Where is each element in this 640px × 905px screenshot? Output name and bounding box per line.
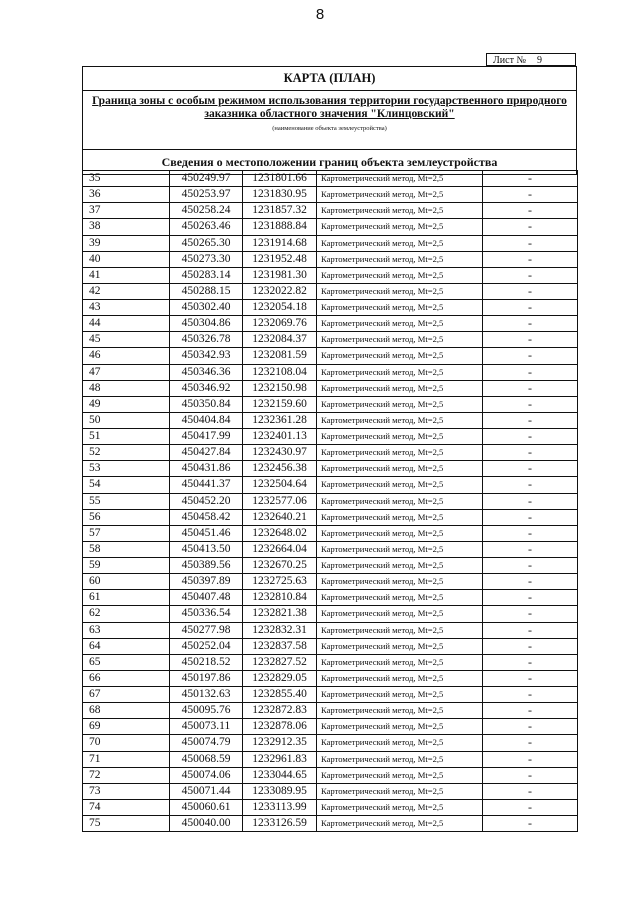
coord-x: 450326.78 bbox=[170, 332, 243, 348]
error-cell: - bbox=[483, 525, 578, 541]
coord-y: 1232664.04 bbox=[243, 541, 317, 557]
table-row bbox=[83, 767, 578, 783]
error-cell: - bbox=[483, 783, 578, 799]
table-row bbox=[83, 735, 578, 751]
error-cell: - bbox=[483, 799, 578, 815]
point-number: 44 bbox=[83, 316, 170, 332]
error-cell: - bbox=[483, 380, 578, 396]
table-row bbox=[83, 751, 578, 767]
error-cell: - bbox=[483, 703, 578, 719]
coord-y: 1232829.05 bbox=[243, 670, 317, 686]
method-cell: Картометрический метод, Mt=2,5 bbox=[317, 235, 483, 251]
table-row bbox=[83, 461, 578, 477]
method-cell: Картометрический метод, Mt=2,5 bbox=[317, 300, 483, 316]
method-cell: Картометрический метод, Mt=2,5 bbox=[317, 558, 483, 574]
error-cell: - bbox=[483, 670, 578, 686]
method-cell: Картометрический метод, Mt=2,5 bbox=[317, 574, 483, 590]
coord-y: 1232054.18 bbox=[243, 300, 317, 316]
method-cell: Картометрический метод, Mt=2,5 bbox=[317, 670, 483, 686]
error-cell: - bbox=[483, 332, 578, 348]
coord-x: 450197.86 bbox=[170, 670, 243, 686]
table-row bbox=[83, 332, 578, 348]
table-row bbox=[83, 412, 578, 428]
error-cell: - bbox=[483, 687, 578, 703]
coord-y: 1232810.84 bbox=[243, 590, 317, 606]
coord-x: 450452.20 bbox=[170, 493, 243, 509]
table-row bbox=[83, 525, 578, 541]
point-number: 48 bbox=[83, 380, 170, 396]
error-cell: - bbox=[483, 509, 578, 525]
point-number: 51 bbox=[83, 429, 170, 445]
error-cell: - bbox=[483, 348, 578, 364]
error-cell: - bbox=[483, 461, 578, 477]
method-cell: Картометрический метод, Mt=2,5 bbox=[317, 509, 483, 525]
coord-x: 450407.48 bbox=[170, 590, 243, 606]
coord-x: 450252.04 bbox=[170, 638, 243, 654]
method-cell: Картометрический метод, Mt=2,5 bbox=[317, 267, 483, 283]
table-row bbox=[83, 187, 578, 203]
table-row bbox=[83, 380, 578, 396]
point-number: 39 bbox=[83, 235, 170, 251]
method-cell: Картометрический метод, Mt=2,5 bbox=[317, 751, 483, 767]
error-cell: - bbox=[483, 316, 578, 332]
table-row bbox=[83, 445, 578, 461]
point-number: 73 bbox=[83, 783, 170, 799]
error-cell: - bbox=[483, 638, 578, 654]
method-cell: Картометрический метод, Mt=2,5 bbox=[317, 445, 483, 461]
error-cell: - bbox=[483, 283, 578, 299]
error-cell: - bbox=[483, 816, 578, 832]
point-number: 63 bbox=[83, 622, 170, 638]
method-cell: Картометрический метод, Mt=2,5 bbox=[317, 799, 483, 815]
coord-y: 1232577.06 bbox=[243, 493, 317, 509]
coord-x: 450249.97 bbox=[170, 171, 243, 187]
point-number: 36 bbox=[83, 187, 170, 203]
coord-x: 450304.86 bbox=[170, 316, 243, 332]
error-cell: - bbox=[483, 477, 578, 493]
coord-x: 450302.40 bbox=[170, 300, 243, 316]
table-row bbox=[83, 477, 578, 493]
coord-y: 1232837.58 bbox=[243, 638, 317, 654]
method-cell: Картометрический метод, Mt=2,5 bbox=[317, 606, 483, 622]
error-cell: - bbox=[483, 412, 578, 428]
coord-x: 450218.52 bbox=[170, 654, 243, 670]
coord-y: 1232648.02 bbox=[243, 525, 317, 541]
coord-y: 1232150.98 bbox=[243, 380, 317, 396]
method-cell: Картометрический метод, Mt=2,5 bbox=[317, 654, 483, 670]
table-row bbox=[83, 493, 578, 509]
point-number: 47 bbox=[83, 364, 170, 380]
table-row bbox=[83, 364, 578, 380]
error-cell: - bbox=[483, 590, 578, 606]
section-title: Сведения о местоположении границ объекта землеустройства bbox=[83, 150, 576, 175]
table-row bbox=[83, 396, 578, 412]
coord-y: 1232878.06 bbox=[243, 719, 317, 735]
point-number: 40 bbox=[83, 251, 170, 267]
table-row bbox=[83, 429, 578, 445]
error-cell: - bbox=[483, 219, 578, 235]
coord-y: 1231801.66 bbox=[243, 171, 317, 187]
point-number: 60 bbox=[83, 574, 170, 590]
error-cell: - bbox=[483, 735, 578, 751]
point-number: 64 bbox=[83, 638, 170, 654]
table-row bbox=[83, 590, 578, 606]
coord-y: 1232081.59 bbox=[243, 348, 317, 364]
error-cell: - bbox=[483, 558, 578, 574]
coord-x: 450073.11 bbox=[170, 719, 243, 735]
coord-x: 450283.14 bbox=[170, 267, 243, 283]
coord-y: 1232401.13 bbox=[243, 429, 317, 445]
table-row bbox=[83, 799, 578, 815]
point-number: 68 bbox=[83, 703, 170, 719]
coord-x: 450404.84 bbox=[170, 412, 243, 428]
coord-x: 450342.93 bbox=[170, 348, 243, 364]
coord-y: 1232872.83 bbox=[243, 703, 317, 719]
table-row bbox=[83, 509, 578, 525]
coord-y: 1232961.83 bbox=[243, 751, 317, 767]
point-number: 52 bbox=[83, 445, 170, 461]
coord-x: 450288.15 bbox=[170, 283, 243, 299]
table-row bbox=[83, 719, 578, 735]
method-cell: Картометрический метод, Mt=2,5 bbox=[317, 638, 483, 654]
method-cell: Картометрический метод, Mt=2,5 bbox=[317, 525, 483, 541]
coord-y: 1232827.52 bbox=[243, 654, 317, 670]
coord-x: 450253.97 bbox=[170, 187, 243, 203]
coord-y: 1232821.38 bbox=[243, 606, 317, 622]
error-cell: - bbox=[483, 203, 578, 219]
coord-y: 1232022.82 bbox=[243, 283, 317, 299]
coord-y: 1232504.64 bbox=[243, 477, 317, 493]
point-number: 65 bbox=[83, 654, 170, 670]
coord-y: 1231857.32 bbox=[243, 203, 317, 219]
method-cell: Картометрический метод, Mt=2,5 bbox=[317, 477, 483, 493]
coord-x: 450350.84 bbox=[170, 396, 243, 412]
coord-y: 1232670.25 bbox=[243, 558, 317, 574]
point-number: 58 bbox=[83, 541, 170, 557]
method-cell: Картометрический метод, Mt=2,5 bbox=[317, 429, 483, 445]
method-cell: Картометрический метод, Mt=2,5 bbox=[317, 622, 483, 638]
point-number: 41 bbox=[83, 267, 170, 283]
method-cell: Картометрический метод, Mt=2,5 bbox=[317, 171, 483, 187]
coord-x: 450336.54 bbox=[170, 606, 243, 622]
table-row bbox=[83, 283, 578, 299]
coord-y: 1232108.04 bbox=[243, 364, 317, 380]
sheet-number: 9 bbox=[528, 56, 550, 67]
point-number: 69 bbox=[83, 719, 170, 735]
table-row bbox=[83, 654, 578, 670]
coord-x: 450277.98 bbox=[170, 622, 243, 638]
error-cell: - bbox=[483, 235, 578, 251]
error-cell: - bbox=[483, 751, 578, 767]
error-cell: - bbox=[483, 171, 578, 187]
method-cell: Картометрический метод, Mt=2,5 bbox=[317, 703, 483, 719]
table-row bbox=[83, 638, 578, 654]
coord-y: 1232456.38 bbox=[243, 461, 317, 477]
coord-x: 450397.89 bbox=[170, 574, 243, 590]
coord-x: 450346.92 bbox=[170, 380, 243, 396]
coord-y: 1232640.21 bbox=[243, 509, 317, 525]
table-row bbox=[83, 348, 578, 364]
method-cell: Картометрический метод, Mt=2,5 bbox=[317, 396, 483, 412]
table-row bbox=[83, 574, 578, 590]
point-number: 45 bbox=[83, 332, 170, 348]
coordinates-table-body bbox=[83, 171, 578, 832]
method-cell: Картометрический метод, Mt=2,5 bbox=[317, 783, 483, 799]
error-cell: - bbox=[483, 541, 578, 557]
method-cell: Картометрический метод, Mt=2,5 bbox=[317, 816, 483, 832]
coord-y: 1231914.68 bbox=[243, 235, 317, 251]
method-cell: Картометрический метод, Mt=2,5 bbox=[317, 332, 483, 348]
table-row bbox=[83, 300, 578, 316]
error-cell: - bbox=[483, 267, 578, 283]
table-row bbox=[83, 219, 578, 235]
method-cell: Картометрический метод, Mt=2,5 bbox=[317, 590, 483, 606]
coord-y: 1232069.76 bbox=[243, 316, 317, 332]
coord-x: 450074.79 bbox=[170, 735, 243, 751]
table-row bbox=[83, 670, 578, 686]
coord-y: 1232430.97 bbox=[243, 445, 317, 461]
page-number: 8 bbox=[315, 6, 325, 23]
table-row bbox=[83, 251, 578, 267]
table-row bbox=[83, 783, 578, 799]
method-cell: Картометрический метод, Mt=2,5 bbox=[317, 380, 483, 396]
table-row bbox=[83, 203, 578, 219]
coord-y: 1232725.63 bbox=[243, 574, 317, 590]
point-number: 71 bbox=[83, 751, 170, 767]
coord-x: 450132.63 bbox=[170, 687, 243, 703]
coord-x: 450095.76 bbox=[170, 703, 243, 719]
coord-y: 1233089.95 bbox=[243, 783, 317, 799]
error-cell: - bbox=[483, 719, 578, 735]
table-row bbox=[83, 541, 578, 557]
error-cell: - bbox=[483, 429, 578, 445]
method-cell: Картометрический метод, Mt=2,5 bbox=[317, 541, 483, 557]
point-number: 55 bbox=[83, 493, 170, 509]
method-cell: Картометрический метод, Mt=2,5 bbox=[317, 687, 483, 703]
method-cell: Картометрический метод, Mt=2,5 bbox=[317, 719, 483, 735]
table-row bbox=[83, 235, 578, 251]
point-number: 72 bbox=[83, 767, 170, 783]
method-cell: Картометрический метод, Mt=2,5 bbox=[317, 493, 483, 509]
point-number: 62 bbox=[83, 606, 170, 622]
coord-y: 1232832.31 bbox=[243, 622, 317, 638]
coord-y: 1233044.65 bbox=[243, 767, 317, 783]
map-title: КАРТА (ПЛАН) bbox=[83, 67, 576, 91]
point-number: 43 bbox=[83, 300, 170, 316]
method-cell: Картометрический метод, Mt=2,5 bbox=[317, 251, 483, 267]
error-cell: - bbox=[483, 574, 578, 590]
point-number: 53 bbox=[83, 461, 170, 477]
coord-x: 450040.00 bbox=[170, 816, 243, 832]
sheet-label: Лист № bbox=[493, 55, 526, 66]
sheet-number-box bbox=[486, 53, 576, 66]
coord-x: 450273.30 bbox=[170, 251, 243, 267]
method-cell: Картометрический метод, Mt=2,5 bbox=[317, 219, 483, 235]
coord-y: 1232159.60 bbox=[243, 396, 317, 412]
point-number: 42 bbox=[83, 283, 170, 299]
point-number: 56 bbox=[83, 509, 170, 525]
method-cell: Картометрический метод, Mt=2,5 bbox=[317, 316, 483, 332]
table-row bbox=[83, 171, 578, 187]
method-cell: Картометрический метод, Mt=2,5 bbox=[317, 735, 483, 751]
coord-y: 1231981.30 bbox=[243, 267, 317, 283]
coord-y: 1232361.28 bbox=[243, 412, 317, 428]
point-number: 70 bbox=[83, 735, 170, 751]
coord-x: 450413.50 bbox=[170, 541, 243, 557]
coord-y: 1233113.99 bbox=[243, 799, 317, 815]
table-row bbox=[83, 316, 578, 332]
table-row bbox=[83, 703, 578, 719]
coord-x: 450346.36 bbox=[170, 364, 243, 380]
table-row bbox=[83, 558, 578, 574]
coord-y: 1232084.37 bbox=[243, 332, 317, 348]
point-number: 74 bbox=[83, 799, 170, 815]
coord-x: 450441.37 bbox=[170, 477, 243, 493]
document-header bbox=[82, 66, 577, 175]
method-cell: Картометрический метод, Mt=2,5 bbox=[317, 767, 483, 783]
error-cell: - bbox=[483, 767, 578, 783]
coord-y: 1231952.48 bbox=[243, 251, 317, 267]
method-cell: Картометрический метод, Mt=2,5 bbox=[317, 348, 483, 364]
coord-x: 450071.44 bbox=[170, 783, 243, 799]
coord-x: 450263.46 bbox=[170, 219, 243, 235]
point-number: 59 bbox=[83, 558, 170, 574]
point-number: 49 bbox=[83, 396, 170, 412]
object-name: Граница зоны с особым режимом использования территории государственного природного заказника областного значения "Клинцовский" bbox=[92, 95, 567, 120]
point-number: 37 bbox=[83, 203, 170, 219]
method-cell: Картометрический метод, Mt=2,5 bbox=[317, 364, 483, 380]
table-row bbox=[83, 267, 578, 283]
error-cell: - bbox=[483, 654, 578, 670]
error-cell: - bbox=[483, 622, 578, 638]
point-number: 50 bbox=[83, 412, 170, 428]
point-number: 66 bbox=[83, 670, 170, 686]
error-cell: - bbox=[483, 606, 578, 622]
table-row bbox=[83, 606, 578, 622]
coord-x: 450451.46 bbox=[170, 525, 243, 541]
table-row bbox=[83, 687, 578, 703]
error-cell: - bbox=[483, 251, 578, 267]
point-number: 67 bbox=[83, 687, 170, 703]
point-number: 61 bbox=[83, 590, 170, 606]
coord-x: 450068.59 bbox=[170, 751, 243, 767]
table-row bbox=[83, 816, 578, 832]
method-cell: Картометрический метод, Mt=2,5 bbox=[317, 412, 483, 428]
method-cell: Картометрический метод, Mt=2,5 bbox=[317, 203, 483, 219]
error-cell: - bbox=[483, 493, 578, 509]
coord-y: 1233126.59 bbox=[243, 816, 317, 832]
method-cell: Картометрический метод, Mt=2,5 bbox=[317, 461, 483, 477]
error-cell: - bbox=[483, 445, 578, 461]
coord-x: 450431.86 bbox=[170, 461, 243, 477]
coord-x: 450258.24 bbox=[170, 203, 243, 219]
coord-x: 450074.06 bbox=[170, 767, 243, 783]
error-cell: - bbox=[483, 187, 578, 203]
point-number: 57 bbox=[83, 525, 170, 541]
coord-x: 450389.56 bbox=[170, 558, 243, 574]
error-cell: - bbox=[483, 300, 578, 316]
coord-x: 450265.30 bbox=[170, 235, 243, 251]
coord-x: 450427.84 bbox=[170, 445, 243, 461]
method-cell: Картометрический метод, Mt=2,5 bbox=[317, 283, 483, 299]
object-name-block bbox=[83, 91, 576, 150]
coord-x: 450458.42 bbox=[170, 509, 243, 525]
point-number: 35 bbox=[83, 171, 170, 187]
object-name-caption: (наименование объекта землеустройства) bbox=[272, 125, 387, 132]
coord-x: 450417.99 bbox=[170, 429, 243, 445]
coord-x: 450060.61 bbox=[170, 799, 243, 815]
coordinates-table bbox=[82, 170, 578, 832]
coord-y: 1231888.84 bbox=[243, 219, 317, 235]
method-cell: Картометрический метод, Mt=2,5 bbox=[317, 187, 483, 203]
point-number: 75 bbox=[83, 816, 170, 832]
error-cell: - bbox=[483, 364, 578, 380]
coord-y: 1231830.95 bbox=[243, 187, 317, 203]
table-row bbox=[83, 622, 578, 638]
coord-y: 1232855.40 bbox=[243, 687, 317, 703]
error-cell: - bbox=[483, 396, 578, 412]
point-number: 38 bbox=[83, 219, 170, 235]
point-number: 54 bbox=[83, 477, 170, 493]
point-number: 46 bbox=[83, 348, 170, 364]
coord-y: 1232912.35 bbox=[243, 735, 317, 751]
